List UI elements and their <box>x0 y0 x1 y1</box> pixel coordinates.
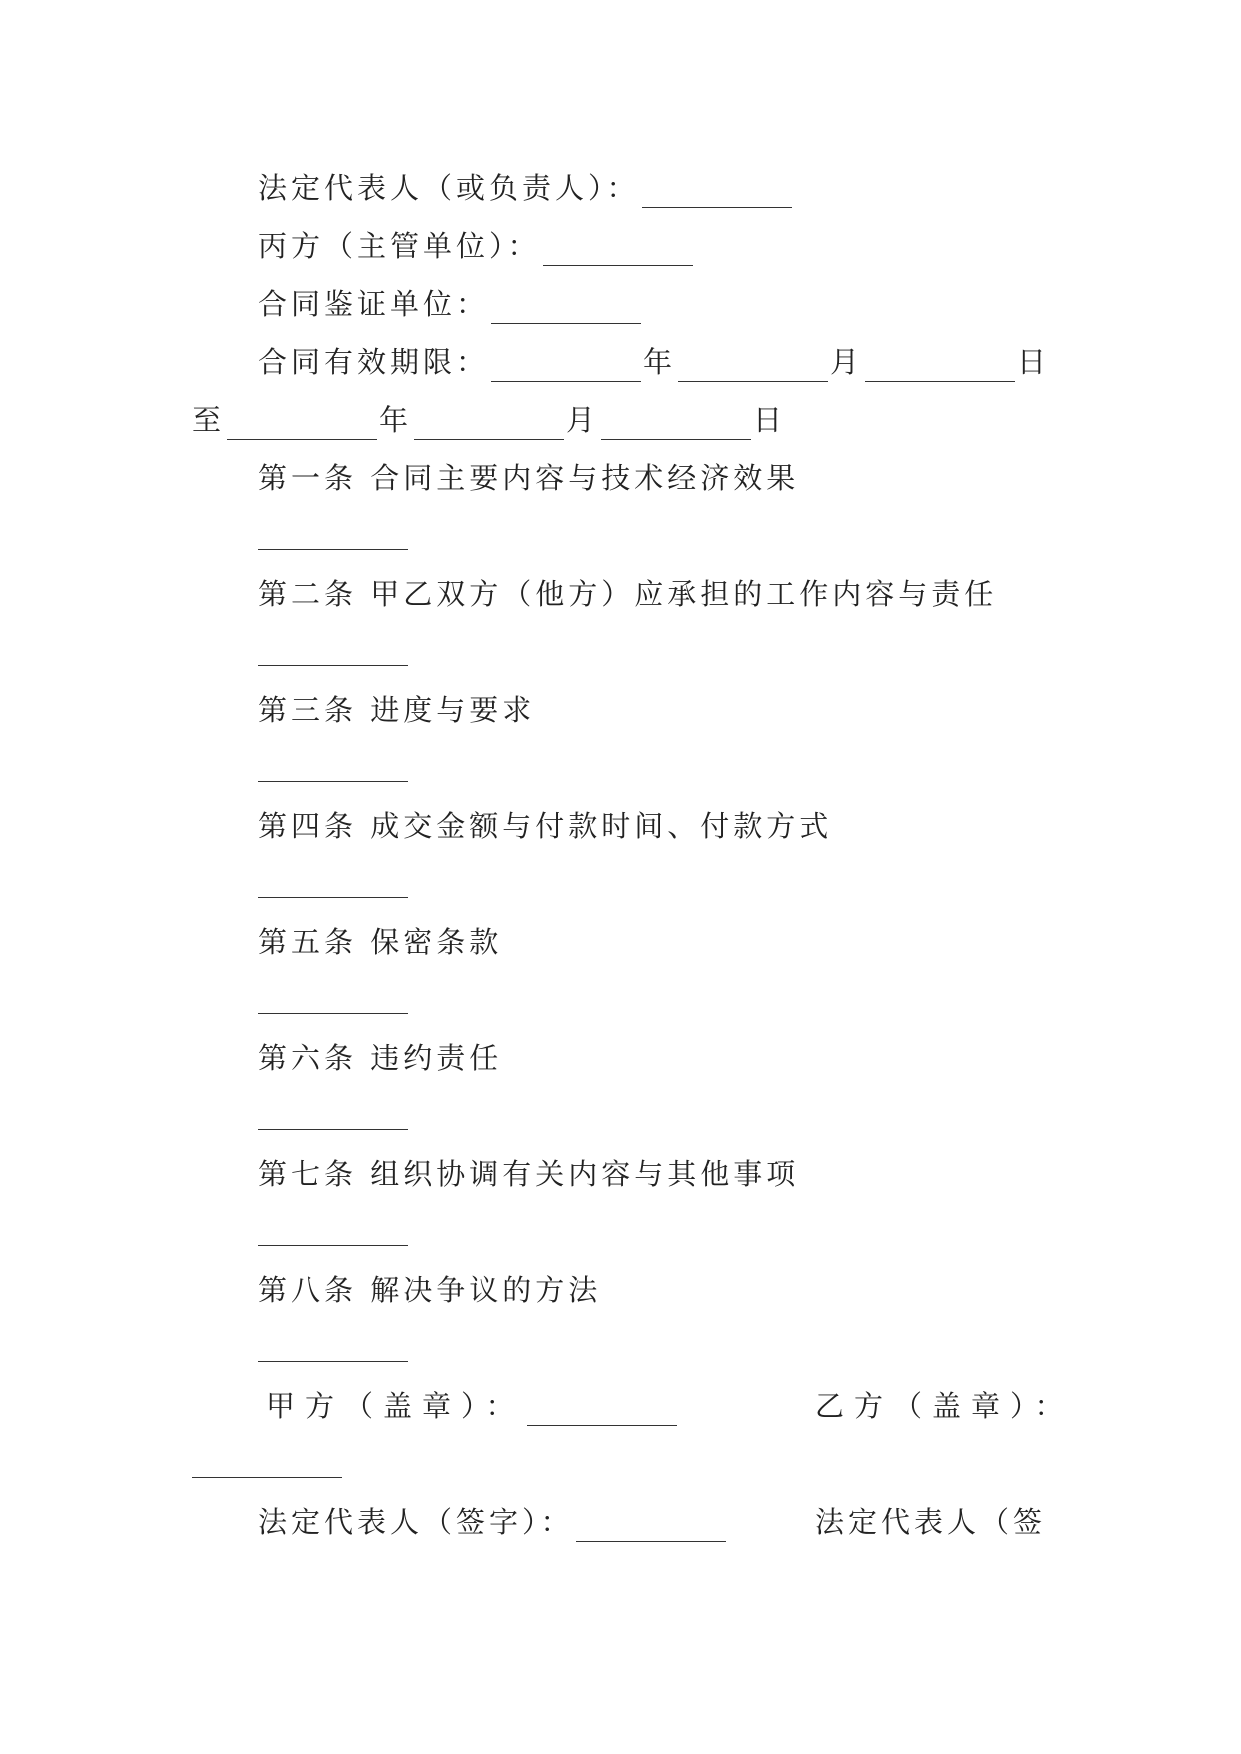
validity-start-month-blank[interactable] <box>678 351 828 382</box>
article-1-blank[interactable] <box>258 549 408 550</box>
party-a-rep-row <box>258 1502 728 1542</box>
day-label: 日 <box>1017 345 1051 379</box>
validity-row <box>258 342 1050 382</box>
year-label: 年 <box>643 345 677 379</box>
year-label: 年 <box>379 403 413 437</box>
article-4-blank[interactable] <box>258 897 408 898</box>
article-3-blank[interactable] <box>258 781 408 782</box>
article-2-title: 第二条 甲乙双方（他方）应承担的工作内容与责任 <box>258 577 998 611</box>
article-2-blank[interactable] <box>258 665 408 666</box>
article-1-title: 第一条 合同主要内容与技术经济效果 <box>258 461 800 495</box>
article-6-blank[interactable] <box>258 1129 408 1130</box>
validity-end-row <box>192 400 786 440</box>
legal-rep-row <box>258 168 794 208</box>
legal-rep-label: 法定代表人（或负责人）： <box>258 171 640 205</box>
to-label: 至 <box>192 403 226 437</box>
article-8-title: 第八条 解决争议的方法 <box>258 1273 602 1307</box>
verify-unit-blank[interactable] <box>491 293 641 324</box>
party-a-rep-label: 法定代表人（签字）： <box>258 1505 574 1539</box>
party-c-label: 丙方（主管单位）： <box>258 229 541 263</box>
article-3-title: 第三条 进度与要求 <box>258 693 536 727</box>
validity-start-day-blank[interactable] <box>865 351 1015 382</box>
article-4-title: 第四条 成交金额与付款时间、付款方式 <box>258 809 833 843</box>
party-c-row <box>258 226 695 266</box>
verify-unit-row <box>258 284 643 324</box>
validity-end-year-blank[interactable] <box>227 409 377 440</box>
party-a-rep-blank[interactable] <box>576 1511 726 1542</box>
article-5-title: 第五条 保密条款 <box>258 925 503 959</box>
validity-end-month-blank[interactable] <box>414 409 564 440</box>
verify-unit-label: 合同鉴证单位： <box>258 287 490 321</box>
validity-start-year-blank[interactable] <box>491 351 641 382</box>
article-7-blank[interactable] <box>258 1245 408 1246</box>
month-label: 月 <box>566 403 600 437</box>
month-label: 月 <box>830 345 864 379</box>
article-7-title: 第七条 组织协调有关内容与其他事项 <box>258 1157 800 1191</box>
party-b-seal-blank[interactable] <box>192 1477 342 1478</box>
validity-label: 合同有效期限： <box>258 345 490 379</box>
party-c-blank[interactable] <box>543 235 693 266</box>
legal-rep-blank[interactable] <box>642 177 792 208</box>
article-5-blank[interactable] <box>258 1013 408 1014</box>
article-8-blank[interactable] <box>258 1361 408 1362</box>
party-a-seal-blank[interactable] <box>527 1395 677 1426</box>
party-a-seal-row <box>266 1386 679 1426</box>
day-label: 日 <box>753 403 787 437</box>
party-b-seal-label: 乙方（盖章）： <box>815 1389 1074 1423</box>
party-b-rep-label: 法定代表人（签 <box>815 1505 1047 1539</box>
validity-end-day-blank[interactable] <box>601 409 751 440</box>
party-a-seal-label: 甲方（盖章）： <box>266 1389 525 1423</box>
article-6-title: 第六条 违约责任 <box>258 1041 503 1075</box>
